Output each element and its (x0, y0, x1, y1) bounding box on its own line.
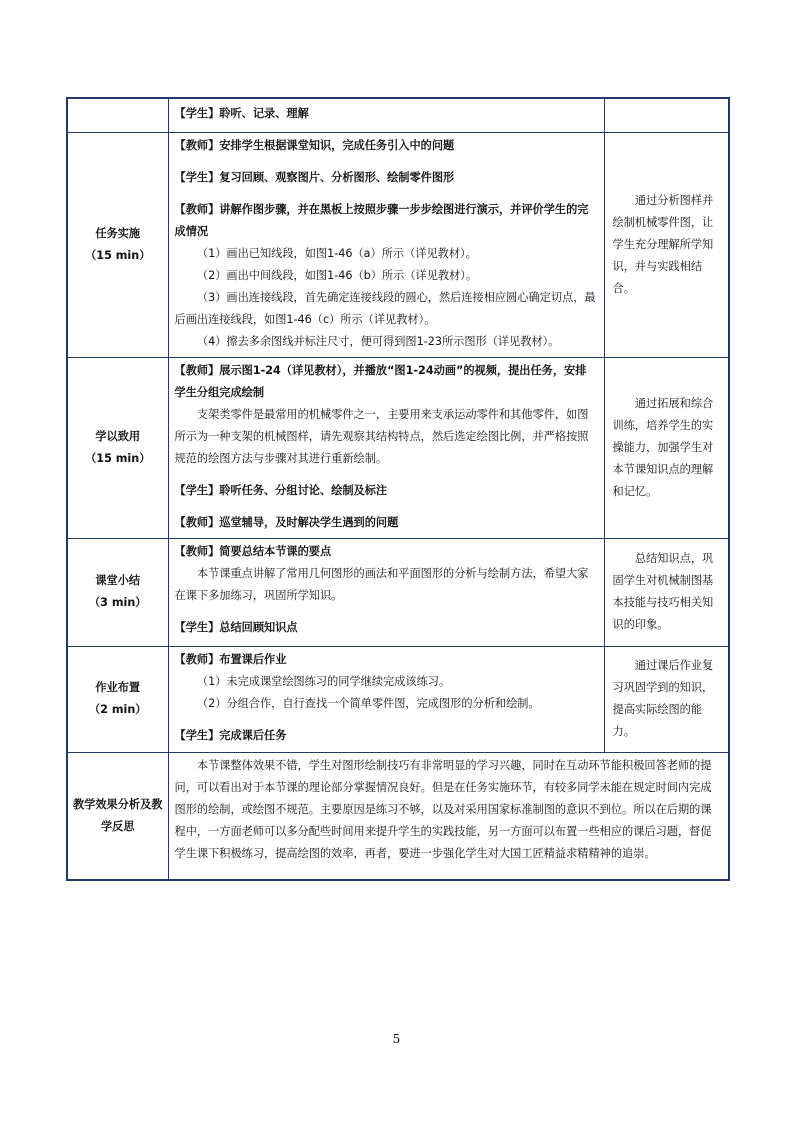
student-activity: 【学生】聆听、记录、理解 (174, 107, 309, 121)
table-row-apply-learning (67, 357, 729, 538)
stage-cell-empty (67, 98, 168, 132)
note-cell-empty (604, 98, 729, 132)
teacher-activity: 【教师】巡堂辅导，及时解决学生遇到的问题 (174, 515, 399, 529)
content-cell (168, 646, 604, 752)
teacher-activity: 【教师】讲解作图步骤，并在黑板上按照步骤一步步绘图进行演示，并评价学生的完成情况 (174, 202, 589, 238)
stage-title: 课堂小结 (95, 574, 141, 587)
step-item: （2）画出中间线段，如图1-46（b）所示（详见教材）。 (196, 268, 478, 282)
note-cell: 通过拓展和综合训练，培养学生的实操能力，加强学生对本节课知识点的理解和记忆。 (604, 357, 729, 538)
step-item: （1）未完成课堂绘图练习的同学继续完成该练习。 (196, 674, 451, 688)
content-cell (168, 98, 604, 132)
stage-cell (67, 132, 168, 357)
lesson-plan-table (66, 97, 730, 881)
stage-cell (67, 538, 168, 646)
task-description: 支架类零件是最常用的机械零件之一，主要用来支承运动零件和其他零件，如图所示为一种支架的机械图样，请先观察其结构特点，然后选定绘图比例，并严格按照规范的绘图方法与步骤对其进行重新绘制。 (174, 407, 589, 465)
stage-duration: （3 min） (88, 596, 147, 609)
stage-duration: （15 min） (85, 451, 151, 465)
stage-title: 学以致用 (95, 429, 141, 443)
step-item: （1）画出已知线段，如图1-46（a）所示（详见教材）。 (196, 246, 477, 260)
note-cell: 总结知识点，巩固学生对机械制图基本技能与技巧相关知识的印象。 (604, 538, 729, 646)
summary-text: 本节课重点讲解了常用几何图形的画法和平面图形的分析与绘制方法，希望大家在课下多加练习，巩固所学知识。 (174, 566, 589, 602)
note-cell: 通过课后作业复习巩固学到的知识，提高实际绘图的能力。 (604, 646, 729, 752)
stage-title: 任务实施 (95, 226, 141, 240)
stage-duration: （2 min） (88, 703, 147, 716)
stage-cell (67, 646, 168, 752)
page-number: 5 (392, 1032, 401, 1046)
reflection-text: 本节课整体效果不错，学生对图形绘制技巧有非常明显的学习兴趣，同时在互动环节能积极回答老师的提问，可以看出对于本节课的理论部分掌握情况良好。但是在任务实施环节，有较多同学未能在规定时间内完成图形的绘制，或绘图不规范。主要原因是练习不够，以及对采用国家标准制图的意识不到位。所以在后期的课程中，一方面老师可以多分配些时间用来提升学生的实践技能，另一方面可以布置一些相应的课后习题，督促学生课下积极练习，提高绘图的效率，再者，要进一步强化学生对大国工匠精益求精精神的追崇。 (168, 752, 729, 880)
stage-duration: （15 min） (85, 248, 151, 262)
teacher-activity: 【教师】安排学生根据课堂知识，完成任务引入中的问题 (174, 138, 455, 152)
stage-title: 作业布置 (95, 681, 141, 694)
student-activity: 【学生】总结回顾知识点 (174, 620, 298, 634)
stage-cell (67, 357, 168, 538)
table-row-summary (67, 538, 729, 646)
content-cell (168, 538, 604, 646)
table-row-student-listen (67, 98, 729, 132)
student-activity: 【学生】复习回顾、观察图片、分析图形、绘制零件图形 (174, 170, 455, 184)
student-activity: 【学生】聆听任务、分组讨论、绘制及标注 (174, 483, 388, 497)
student-activity: 【学生】完成课后任务 (174, 728, 287, 742)
teacher-activity: 【教师】简要总结本节课的要点 (174, 544, 332, 558)
content-cell (168, 132, 604, 357)
step-item: （4）擦去多余图线并标注尺寸，便可得到图1-23所示图形（详见教材）。 (196, 334, 560, 348)
note-cell: 通过分析图样并绘制机械零件图，让学生充分理解所学知识，并与实践相结合。 (604, 132, 729, 357)
teacher-activity: 【教师】布置课后作业 (174, 652, 287, 666)
step-item: （2）分组合作，自行查找一个简单零件图，完成图形的分析和绘制。 (196, 696, 540, 710)
stage-cell: 教学效果分析及教学反思 (67, 752, 168, 880)
table-row-reflection (67, 752, 729, 880)
table-row-homework (67, 646, 729, 752)
teacher-activity: 【教师】展示图1-24（详见教材），并播放“图1-24动画”的视频，提出任务，安排学生分组完成绘制 (174, 363, 587, 399)
table-row-task-implementation (67, 132, 729, 357)
step-item: （3）画出连接线段，首先确定连接线段的圆心，然后连接相应圆心确定切点，最后画出连接线段，如图1-46（c）所示（详见教材）。 (174, 290, 596, 326)
content-cell (168, 357, 604, 538)
